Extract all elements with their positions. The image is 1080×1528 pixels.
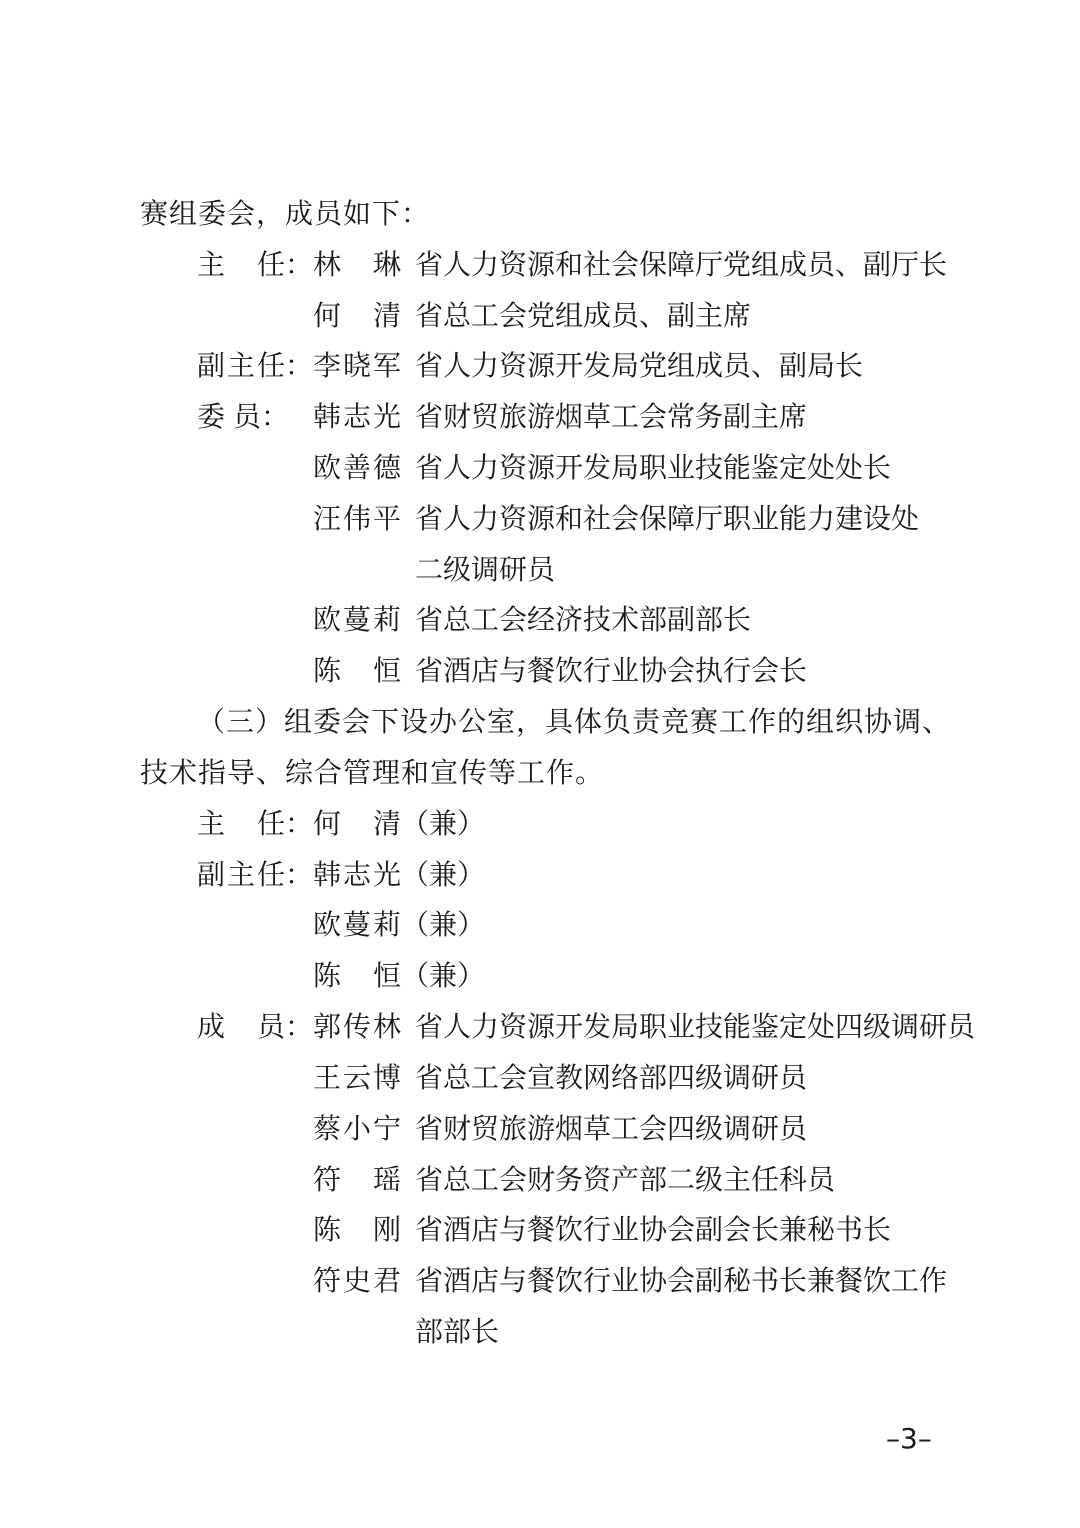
- member-title: 省总工会经济技术部副部长: [415, 603, 752, 636]
- member-title-continuation: 部部长: [415, 1315, 500, 1348]
- role-colon: ：: [261, 400, 290, 433]
- member-title-continuation: 二级调研员: [415, 553, 556, 586]
- section3-line1: （三）组委会下设办公室，具体负责竞赛工作的组织协调、: [197, 705, 952, 738]
- member-name: 蔡小宁: [313, 1112, 401, 1145]
- member-name: 韩志光: [313, 400, 401, 433]
- member-name: 陈恒: [313, 959, 401, 992]
- role-colon: ：: [285, 807, 314, 840]
- member-name: 符史君: [313, 1264, 401, 1297]
- member-note: （兼）: [401, 908, 486, 941]
- member-title: 省人力资源开发局职业技能鉴定处处长: [415, 451, 892, 484]
- member-name: 欧善德: [313, 451, 401, 484]
- intro-line: 赛组委会，成员如下：: [140, 197, 431, 230]
- role-office-director: [197, 805, 314, 843]
- member-title: 省总工会党组成员、副主席: [415, 299, 752, 332]
- member-name: 何清: [313, 807, 401, 840]
- member-note: （兼）: [401, 959, 486, 992]
- member-name: 符瑶: [313, 1163, 401, 1196]
- member-name: 郭传林: [313, 1010, 401, 1043]
- role-label: 副主任: [197, 858, 285, 891]
- member-name: 何清: [313, 299, 401, 332]
- member-name: 韩志光: [313, 858, 401, 891]
- member-name: 王云博: [313, 1061, 401, 1094]
- member-name: 欧蔓莉: [313, 908, 401, 941]
- role-label: 副主任: [197, 349, 285, 382]
- member-title: 省酒店与餐饮行业协会执行会长: [415, 654, 808, 687]
- member-title: 省总工会财务资产部二级主任科员: [415, 1163, 836, 1196]
- role-label: 主任: [197, 248, 285, 281]
- role-label: 主任: [197, 807, 285, 840]
- member-title: 省人力资源开发局职业技能鉴定处四级调研员: [415, 1010, 976, 1043]
- role-colon: ：: [285, 248, 314, 281]
- member-note: （兼）: [401, 858, 486, 891]
- role-label: 委员: [197, 400, 261, 433]
- role-office-members: [197, 1008, 314, 1046]
- role-colon: ：: [285, 858, 314, 891]
- role-colon: ：: [285, 1010, 314, 1043]
- role-colon: ：: [285, 349, 314, 382]
- member-title: 省财贸旅游烟草工会常务副主席: [415, 400, 808, 433]
- role-office-deputy: [197, 856, 314, 894]
- member-title: 省总工会宣教网络部四级调研员: [415, 1061, 808, 1094]
- role-label: 成员: [197, 1010, 285, 1043]
- member-title: 省财贸旅游烟草工会四级调研员: [415, 1112, 808, 1145]
- member-title: 省人力资源开发局党组成员、副局长: [415, 349, 864, 382]
- member-title: 省人力资源和社会保障厅职业能力建设处: [415, 502, 920, 535]
- page-number: –3–: [886, 1422, 932, 1455]
- section3-line2: 技术指导、综合管理和宣传等工作。: [140, 756, 605, 789]
- role-committee-deputy: [197, 347, 314, 385]
- member-name: 欧蔓莉: [313, 603, 401, 636]
- member-name: 林琳: [313, 248, 401, 281]
- member-note: （兼）: [401, 807, 486, 840]
- member-title: 省酒店与餐饮行业协会副秘书长兼餐饮工作: [415, 1264, 948, 1297]
- member-name: 陈刚: [313, 1213, 401, 1246]
- role-committee-director: [197, 246, 314, 284]
- role-committee-members: [197, 398, 307, 436]
- member-title: 省酒店与餐饮行业协会副会长兼秘书长: [415, 1213, 892, 1246]
- member-name: 汪伟平: [313, 502, 401, 535]
- member-name: 李晓军: [313, 349, 401, 382]
- member-title: 省人力资源和社会保障厅党组成员、副厅长: [415, 248, 948, 281]
- member-name: 陈恒: [313, 654, 401, 687]
